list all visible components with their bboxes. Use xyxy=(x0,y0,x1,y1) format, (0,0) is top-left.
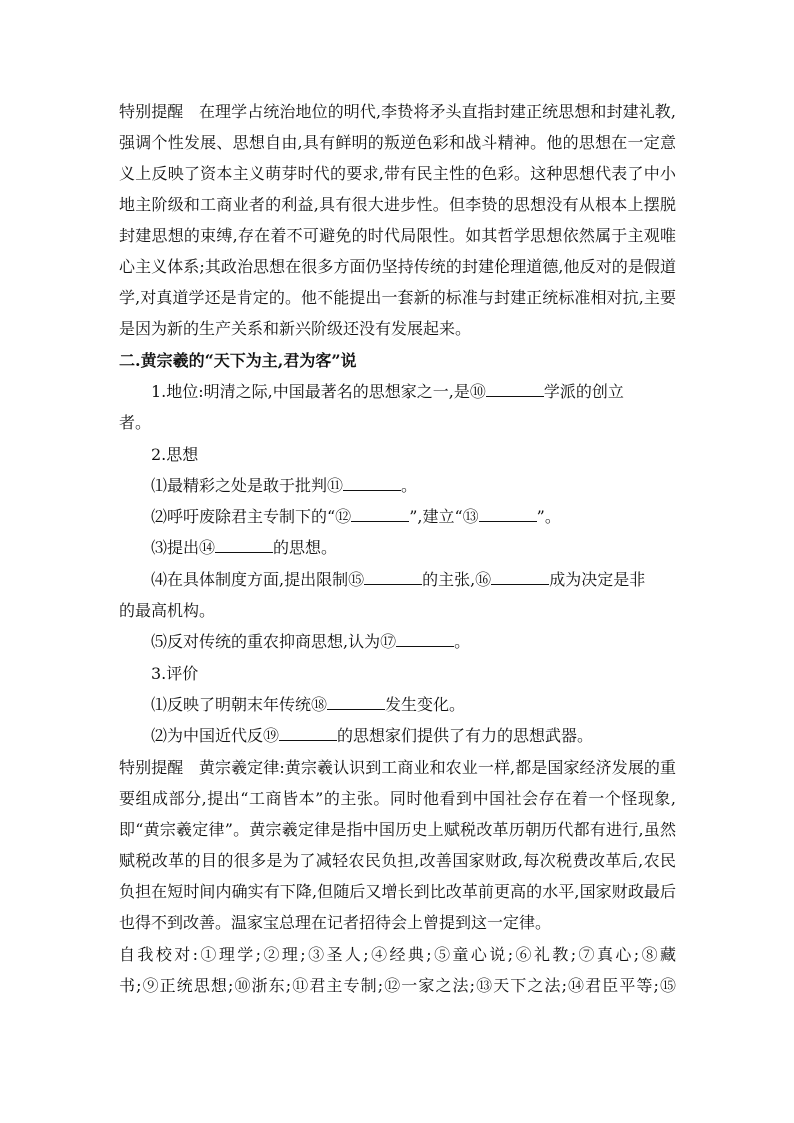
thought-4-cont: 的最高机构。 xyxy=(119,601,216,620)
thought-4: ⑷在具体制度方面,提出限制⑮ 的主张,⑯ 成为决定是非 xyxy=(151,570,646,589)
self-check-line-2: 书;⑨正统思想;⑩浙东;⑪君主专制;⑫一家之法;⑬天下之法;⑭君臣平等;⑮ xyxy=(119,976,676,995)
answer-blank-10[interactable] xyxy=(486,380,544,397)
answer-blank-16[interactable] xyxy=(491,568,549,585)
thought-2: ⑵呼吁废除君主专制下的“⑫ ”,建立“⑬ ”。 xyxy=(151,507,561,526)
thought-5: ⑸反对传统的重农抑商思想,认为⑰ 。 xyxy=(151,632,471,651)
answer-blank-11[interactable] xyxy=(343,474,401,491)
evaluation-2: ⑵为中国近代反⑲ 的思想家们提供了有力的思想武器。 xyxy=(151,726,594,745)
answer-blank-15[interactable] xyxy=(364,568,422,585)
answer-blank-13[interactable] xyxy=(479,505,537,522)
note-label: 特别提醒 xyxy=(119,102,184,121)
self-check-line-1: 自我校对:①理学;②理;③圣人;④经典;⑤童心说;⑥礼教;⑦真心;⑧藏 xyxy=(119,945,676,964)
answer-blank-18[interactable] xyxy=(327,693,385,710)
answer-blank-17[interactable] xyxy=(396,630,454,647)
thought-3: ⑶提出⑭ 的思想。 xyxy=(151,538,338,557)
answer-blank-19[interactable] xyxy=(279,724,337,741)
evaluation-1: ⑴反映了明朝末年传统⑱ 发生变化。 xyxy=(151,695,466,714)
note-text: 黄宗羲定律:黄宗羲认识到工商业和农业一样,都是国家经济发展的重要组成部分,提出“工商皆本”的主张。同时他看到中国社会存在着一个怪现象,即“黄宗羲定律”。黄宗羲定律是指中国历史上赋税改革历朝历代都有进行,虽然赋税改革的目的很多是为了减轻农民负担,改善国家财政,每次税费改革后,农民负担在短时间内确实有下降,但随后又增长到比改革前更高的水平,国家财政最后也得不到改善。温家宝总理在记者招待会上曾提到这一定律。 xyxy=(119,758,676,932)
thought-1: ⑴最精彩之处是敢于批判⑪ 。 xyxy=(151,476,418,495)
note-label: 特别提醒 xyxy=(119,758,184,777)
item-status: 1.地位:明清之际,中国最著名的思想家之一,是⑩ 学派的创立 xyxy=(151,382,624,401)
note-paragraph-li-zhi xyxy=(119,96,676,344)
item-evaluation-heading: 3.评价 xyxy=(151,664,199,683)
item-status-cont: 者。 xyxy=(119,413,152,432)
note-text: 在理学占统治地位的明代,李贽将矛头直指封建正统思想和封建礼教,强调个性发展、思想自由,具有鲜明的叛逆色彩和战斗精神。他的思想在一定意义上反映了资本主义萌芽时代的要求,带有民主性的色彩。这种思想代表了中小地主阶级和工商业者的利益,具有很大进步性。但李贽的思想没有从根本上摆脱封建思想的束缚,存在着不可避免的时代局限性。如其哲学思想依然属于主观唯心主义体系;其政治思想在很多方面仍坚持传统的封建伦理道德,他反对的是假道学,对真道学还是肯定的。他不能提出一套新的标准与封建正统标准相对抗,主要是因为新的生产关系和新兴阶级还没有发展起来。 xyxy=(119,102,676,338)
item-thought-heading: 2.思想 xyxy=(151,445,199,464)
answer-blank-14[interactable] xyxy=(215,536,273,553)
note-paragraph-huang-zongxi xyxy=(119,752,676,938)
section-heading: 二.黄宗羲的“天下为主,君为客”说 xyxy=(119,351,357,370)
answer-blank-12[interactable] xyxy=(351,505,409,522)
